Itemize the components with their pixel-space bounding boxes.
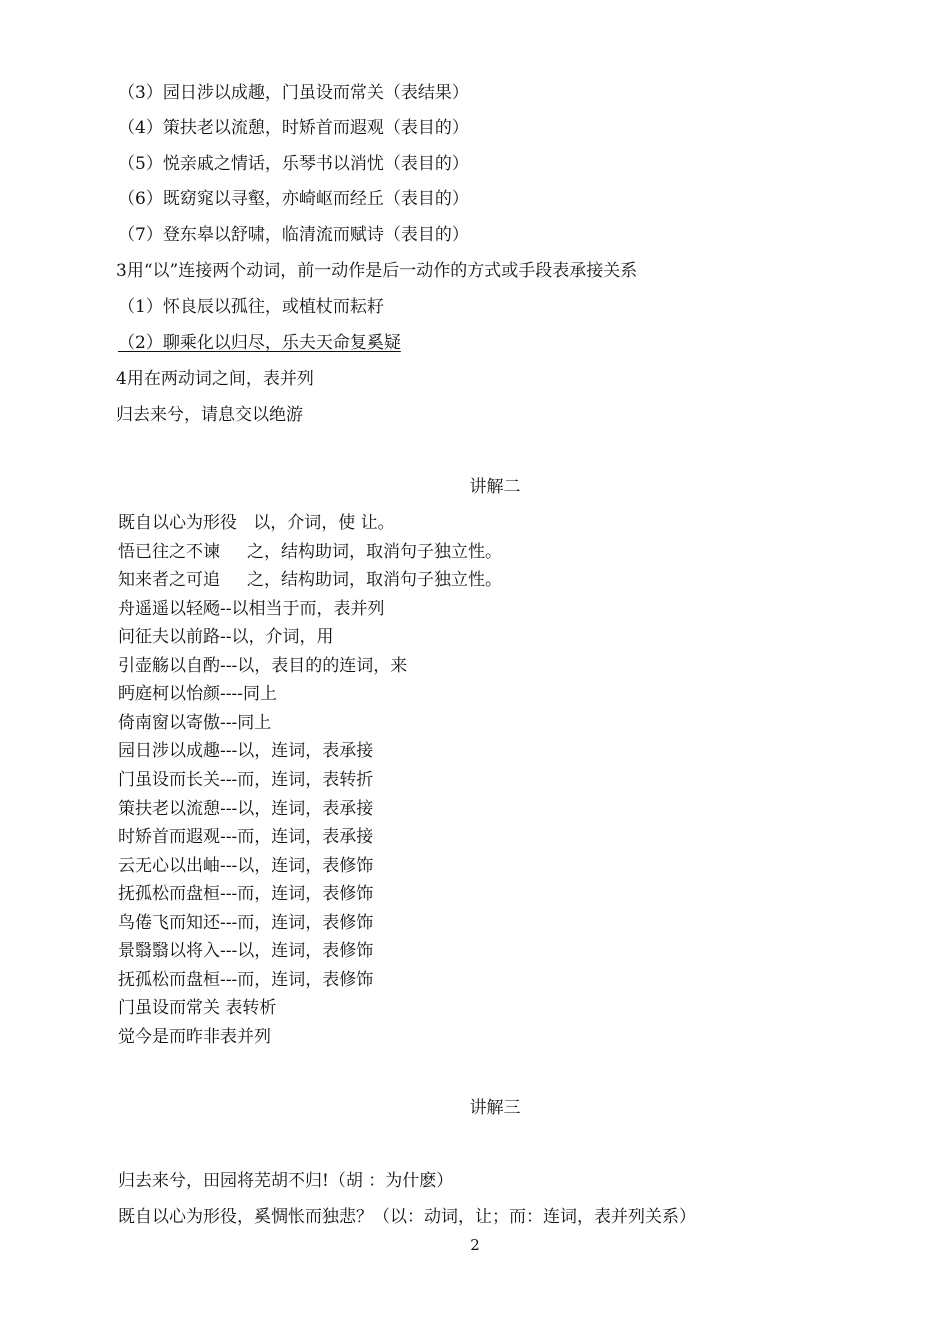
text-line: 眄庭柯以怡颜----同上 bbox=[118, 684, 277, 704]
section-heading bbox=[0, 477, 950, 497]
underlined-text-line: （2）聊乘化以归尽，乐夫天命复奚疑 bbox=[118, 333, 401, 353]
text-line: 云无心以出岫---以，连词，表修饰 bbox=[118, 856, 374, 876]
text-line: 舟遥遥以轻飏--以相当于而，表并列 bbox=[118, 599, 385, 619]
text-line: 鸟倦飞而知还---而，连词，表修饰 bbox=[118, 913, 374, 933]
text-line: 4用在两动词之间，表并列 bbox=[116, 369, 314, 389]
text-line: 归去来兮，请息交以绝游 bbox=[116, 405, 303, 425]
text-line: （3）园日涉以成趣，门虽设而常关（表结果） bbox=[118, 83, 469, 103]
text-line: （7）登东皋以舒啸，临清流而赋诗（表目的） bbox=[118, 225, 469, 245]
text-line: 觉今是而昨非表并列 bbox=[118, 1027, 271, 1047]
text-line: 问征夫以前路--以，介词，用 bbox=[118, 627, 334, 647]
section-heading bbox=[0, 1098, 950, 1118]
text-line: 引壶觞以自酌---以，表目的的连词，来 bbox=[118, 656, 408, 676]
text-line: 时矫首而遐观---而，连词，表承接 bbox=[118, 827, 374, 847]
text-line: 景翳翳以将入---以，连词，表修饰 bbox=[118, 941, 374, 961]
text-line: 既自以心为形役，奚惆怅而独悲？（以：动词，让；而：连词，表并列关系） bbox=[118, 1207, 696, 1227]
section-heading-text: 讲解二 bbox=[469, 477, 521, 497]
page-number: 2 bbox=[470, 1236, 480, 1254]
text-line: 策扶老以流憩---以，连词，表承接 bbox=[118, 799, 374, 819]
text-line: 知来者之可追 之，结构助词，取消句子独立性。 bbox=[118, 570, 503, 590]
text-line: （5）悦亲戚之情话，乐琴书以消忧（表目的） bbox=[118, 154, 469, 174]
text-line: （4）策扶老以流憩，时矫首而遐观（表目的） bbox=[118, 118, 469, 138]
text-line: 悟已往之不谏 之，结构助词，取消句子独立性。 bbox=[118, 542, 503, 562]
text-line: 园日涉以成趣---以，连词，表承接 bbox=[118, 741, 374, 761]
section-heading-text: 讲解三 bbox=[469, 1098, 521, 1118]
text-line: 3用“以”连接两个动词，前一动作是后一动作的方式或手段表承接关系 bbox=[116, 261, 638, 281]
text-line: 抚孤松而盘桓---而，连词，表修饰 bbox=[118, 884, 374, 904]
text-line: 倚南窗以寄傲---同上 bbox=[118, 713, 272, 733]
text-line: 门虽设而长关---而，连词，表转折 bbox=[118, 770, 374, 790]
text-line: 既自以心为形役 以，介词，使 让。 bbox=[118, 513, 395, 533]
text-line: （6）既窈窕以寻壑，亦崎岖而经丘（表目的） bbox=[118, 189, 469, 209]
text-line: 门虽设而常关 表转析 bbox=[118, 998, 277, 1018]
text-line: 抚孤松而盘桓---而，连词，表修饰 bbox=[118, 970, 374, 990]
text-line: 归去来兮，田园将芜胡不归!（胡 ：为什麽） bbox=[118, 1171, 454, 1191]
text-line: （1）怀良辰以孤往，或植杖而耘耔 bbox=[118, 297, 384, 317]
